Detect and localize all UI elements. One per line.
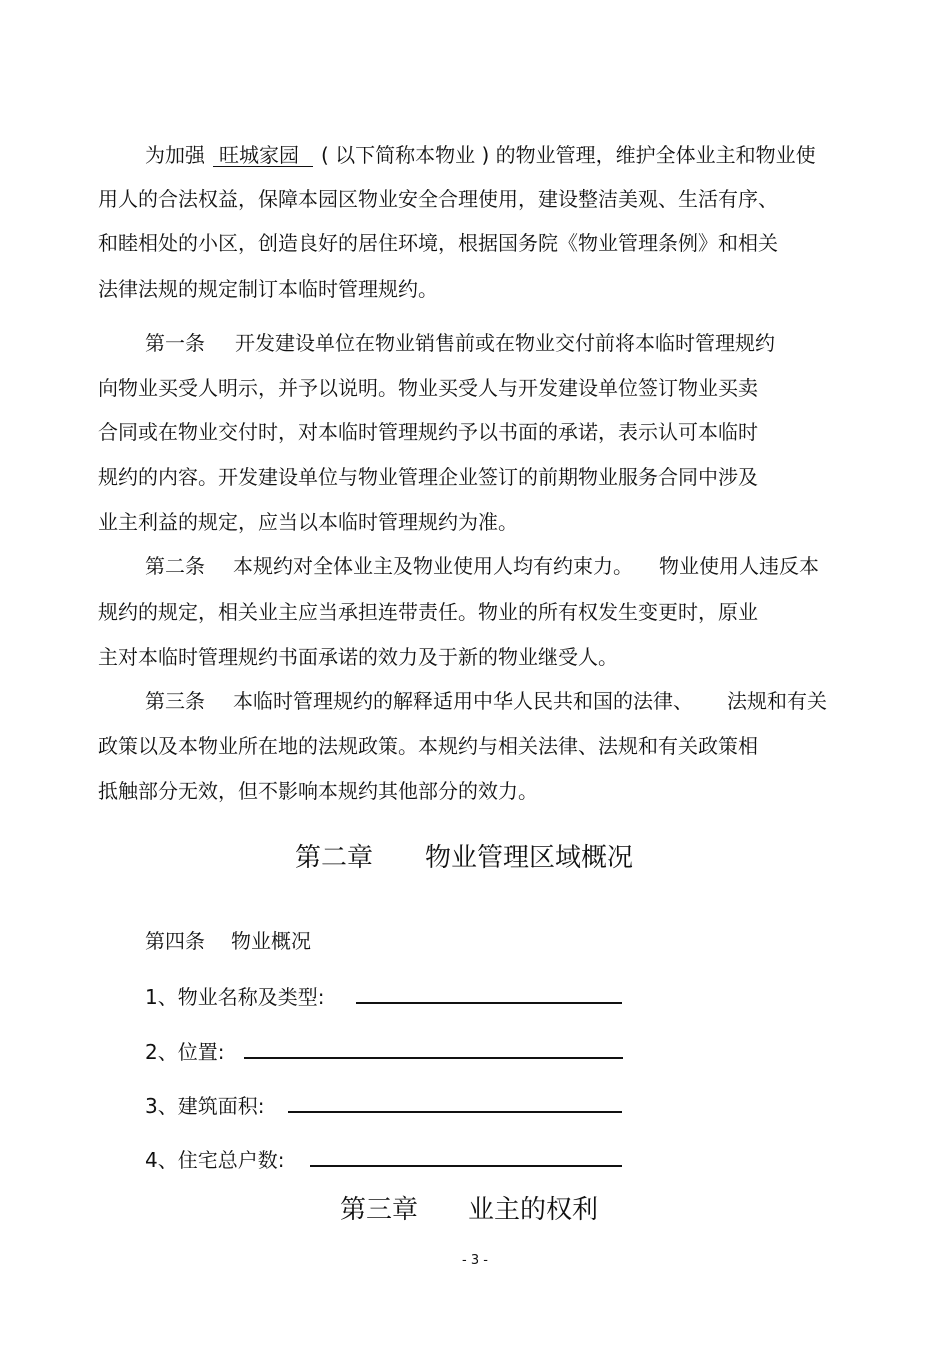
article-3-line-1 (145, 689, 827, 713)
article-1-line-3: 合同或在物业交付时，对本临时管理规约予以书面的承诺，表示认可本临时 (98, 420, 758, 444)
article-2-line-1 (145, 554, 819, 578)
intro-prefix: 为加强 (145, 143, 205, 167)
article-3-line-3: 抵触部分无效，但不影响本规约其他部分的效力。 (98, 779, 538, 803)
article-1-label: 第一条 (145, 331, 205, 355)
intro-suffix: ( 以下简称本物业 ) 的物业管理，维护全体业主和物业使 (321, 143, 816, 167)
intro-line-3: 和睦相处的小区，创造良好的居住环境，根据国务院《物业管理条例》和相关 (98, 231, 778, 255)
chapter-3-heading (340, 1195, 598, 1225)
field-1-input-line[interactable] (356, 1002, 622, 1004)
article-3-text-b: 法规和有关 (727, 689, 827, 713)
article-1-text: 开发建设单位在物业销售前或在物业交付前将本临时管理规约 (235, 331, 775, 355)
field-2-input-line[interactable] (244, 1057, 623, 1059)
page-number: - 3 - (462, 1253, 488, 1268)
article-4-heading (145, 929, 311, 953)
field-2-label: 2、位置: (145, 1040, 225, 1064)
intro-line-2: 用人的合法权益，保障本园区物业安全合理使用，建设整洁美观、生活有序、 (98, 187, 778, 211)
field-4-input-line[interactable] (310, 1165, 622, 1167)
article-2-label: 第二条 (145, 554, 205, 578)
chapter-2-number: 第二章 (295, 843, 374, 873)
article-1-line-4: 规约的内容。开发建设单位与物业管理企业签订的前期物业服务合同中涉及 (98, 465, 758, 489)
article-2-line-3: 主对本临时管理规约书面承诺的效力及于新的物业继受人。 (98, 645, 618, 669)
intro-line-4: 法律法规的规定制订本临时管理规约。 (98, 277, 438, 301)
article-1-line-2: 向物业买受人明示，并予以说明。物业买受人与开发建设单位签订物业买卖 (98, 376, 758, 400)
field-4-label: 4、住宅总户数: (145, 1148, 285, 1172)
intro-line-1 (145, 143, 816, 167)
article-3-label: 第三条 (145, 689, 205, 713)
article-3-line-2: 政策以及本物业所在地的法规政策。本规约与相关法律、法规和有关政策相 (98, 734, 758, 758)
chapter-2-title: 物业管理区域概况 (425, 843, 634, 873)
article-2-text-a: 本规约对全体业主及物业使用人均有约束力。 (233, 554, 633, 578)
article-4-label: 第四条 (145, 929, 205, 953)
field-3-label: 3、建筑面积: (145, 1094, 265, 1118)
chapter-3-number: 第三章 (340, 1195, 419, 1225)
property-name: 旺城家园 (213, 144, 313, 167)
field-3-input-line[interactable] (288, 1111, 622, 1113)
article-2-line-2: 规约的规定，相关业主应当承担连带责任。物业的所有权发生变更时，原业 (98, 600, 758, 624)
chapter-2-heading (295, 843, 633, 873)
field-1-label: 1、物业名称及类型: (145, 985, 325, 1009)
article-2-text-b: 物业使用人违反本 (659, 554, 819, 578)
article-1-line-5: 业主利益的规定，应当以本临时管理规约为准。 (98, 510, 518, 534)
article-4-title: 物业概况 (231, 929, 311, 953)
article-1-line-1 (145, 331, 775, 355)
article-3-text-a: 本临时管理规约的解释适用中华人民共和国的法律、 (233, 689, 693, 713)
chapter-3-title: 业主的权利 (468, 1195, 599, 1225)
